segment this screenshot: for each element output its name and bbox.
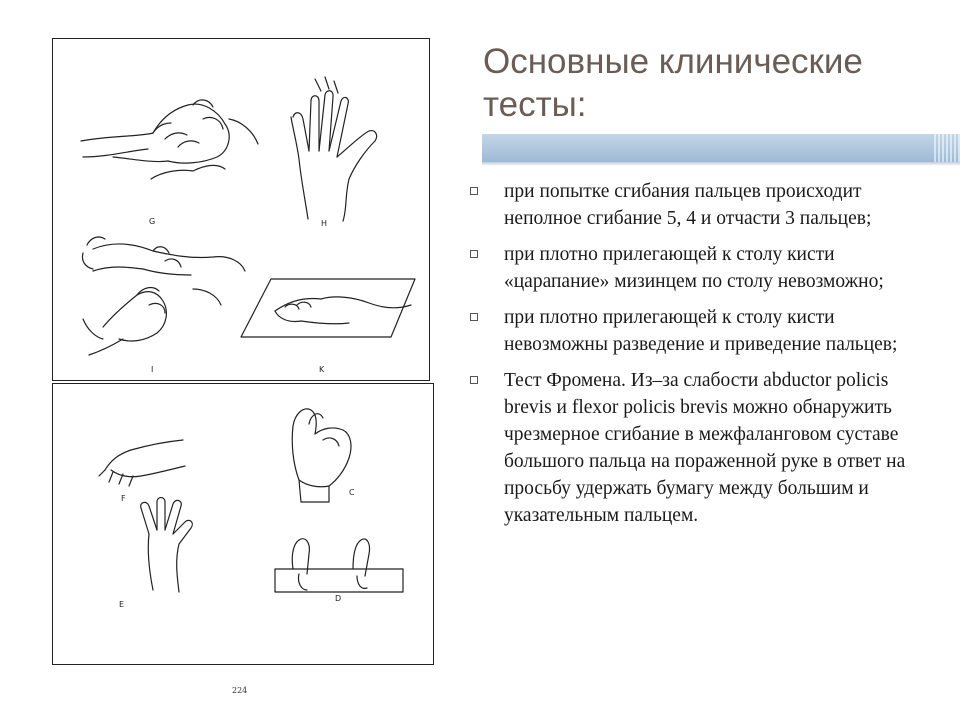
title-accent-bar — [482, 134, 960, 162]
bullet-list — [468, 178, 928, 538]
figure-label-h: H — [321, 219, 328, 228]
figure-label-d: D — [335, 594, 342, 603]
square-bullet-icon — [470, 376, 478, 384]
bullet-item — [468, 304, 928, 358]
square-bullet-icon — [470, 187, 478, 195]
title-bar-shadow — [482, 162, 960, 166]
hand-sketch-d — [275, 539, 403, 592]
hand-tests-figure-top — [52, 38, 430, 381]
figure-label-f: F — [121, 494, 126, 503]
hand-sketch-g — [81, 100, 258, 179]
bullet-item — [468, 178, 928, 232]
hand-sketch-f — [99, 440, 185, 486]
bullet-text: при попытке сгибания пальцев происходит неполное сгибание 5, 4 и отчасти 3 пальцев; — [504, 181, 872, 229]
bullet-item — [468, 367, 928, 529]
bullet-text: Тест Фромена. Из–за слабости abductor policis brevis и flexor policis brevis можно обнаружить чрезмерное сгибание в межфаланговом суставе большого пальца на пораженной руке в ответ на просьбу удержать бумагу между большим и указательным пальцем. — [504, 370, 906, 526]
slide-title: Основные клинические тесты: — [483, 42, 863, 124]
hand-sketch-k — [241, 279, 415, 337]
square-bullet-icon — [470, 313, 478, 321]
figure-label-c: C — [349, 488, 355, 497]
figure-label-e: E — [119, 600, 125, 609]
hand-sketch-e — [141, 498, 193, 593]
figure-label-g: G — [149, 217, 156, 226]
page-number: 224 — [232, 686, 248, 695]
hand-sketch-h — [291, 77, 377, 221]
hand-sketch-i — [82, 237, 245, 355]
figure-label-k: K — [319, 365, 325, 374]
title-bar-stripes — [934, 134, 960, 162]
bullet-item — [468, 241, 928, 295]
bullet-text: при плотно прилегающей к столу кисти невозможны разведение и приведение пальцев; — [504, 307, 898, 355]
square-bullet-icon — [470, 250, 478, 258]
hand-tests-figure-bottom — [52, 383, 434, 665]
figure-label-i: I — [151, 365, 154, 374]
bullet-text: при плотно прилегающей к столу кисти «царапание» мизинцем по столу невозможно; — [504, 244, 884, 292]
hand-sketch-c — [292, 409, 351, 502]
